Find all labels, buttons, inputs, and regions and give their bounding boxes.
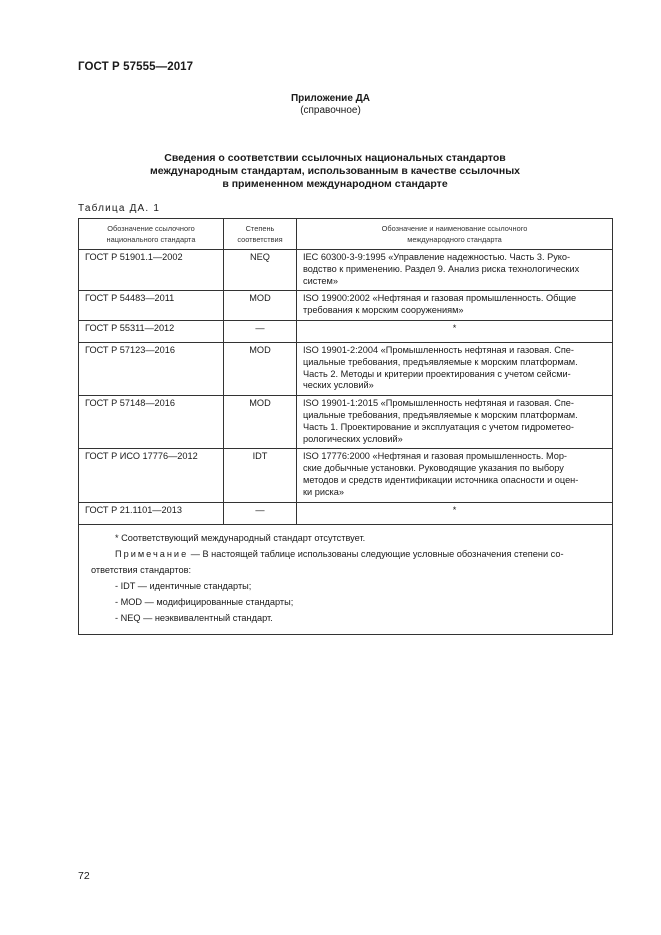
national-standard-cell: ГОСТ Р 21.1101—2013 [79, 502, 224, 524]
section-title [120, 152, 550, 191]
table-row [79, 342, 613, 395]
table-row [79, 320, 613, 342]
table-notes-cell [79, 524, 613, 634]
note [91, 548, 600, 560]
header-text: Обозначение ссылочного [107, 224, 195, 233]
cell-line: рологических условий» [303, 433, 403, 444]
standards-table [78, 218, 613, 635]
note-list-item: - MOD — модифицированные стандарты; [115, 596, 294, 607]
cell-line: циальные требования, предъявляемые к морским платформам. [303, 409, 578, 420]
cell-line: Часть 2. Методы и критерии проектирования с учетом сейсми- [303, 368, 571, 379]
page-number: 72 [78, 870, 90, 882]
degree-cell: MOD [224, 342, 297, 395]
national-standard-cell: ГОСТ Р 57148—2016 [79, 396, 224, 449]
appendix-subtitle: (справочное) [300, 105, 361, 116]
appendix-heading [0, 93, 661, 117]
header-text: международного стандарта [407, 235, 502, 244]
table-caption: Таблица ДА. 1 [78, 203, 161, 214]
international-standard-cell: * [297, 320, 613, 342]
footnote: * Соответствующий международный стандарт отсутствует. [115, 532, 366, 543]
header-text: национального стандарта [106, 235, 196, 244]
cell-line: систем» [303, 275, 338, 286]
table-row [79, 396, 613, 449]
national-standard-cell: ГОСТ Р ИСО 17776—2012 [79, 449, 224, 502]
document-code: ГОСТ Р 57555—2017 [78, 61, 194, 73]
section-title-line: Сведения о соответствии ссылочных национальных стандартов [164, 152, 506, 164]
cell-line: ISO 19900:2002 «Нефтяная и газовая промышленность. Общие [303, 293, 577, 304]
cell-line: ки риска» [303, 486, 344, 497]
cell-line: ISO 19901-2:2004 «Промышленность нефтяная и газовая. Спе- [303, 344, 574, 355]
international-standard-cell [297, 342, 613, 395]
table-row [79, 250, 613, 291]
table-row [79, 291, 613, 321]
note-text-continued: ответствия стандартов: [91, 564, 192, 575]
header-text: Обозначение и наименование ссылочного [381, 224, 528, 233]
degree-cell: MOD [224, 396, 297, 449]
international-standard-cell [297, 250, 613, 291]
appendix-title: Приложение ДА [290, 93, 371, 104]
header-text: соответствия [237, 235, 283, 244]
national-standard-cell: ГОСТ Р 51901.1—2002 [79, 250, 224, 291]
cell-line: ческих условий» [303, 380, 374, 391]
section-title-line: международным стандартам, использованным в качестве ссылочных [149, 165, 520, 177]
degree-cell: — [224, 320, 297, 342]
table-row [79, 502, 613, 524]
cell-line: методов и средств идентификации источника опасности и оцен- [303, 474, 579, 485]
degree-cell: MOD [224, 291, 297, 321]
cell-line: циальные требования, предъявляемые к морским платформам. [303, 356, 578, 367]
cell-line: ISO 17776:2000 «Нефтяная и газовая промышленность. Мор- [303, 451, 567, 462]
national-standard-cell: ГОСТ Р 57123—2016 [79, 342, 224, 395]
table-row [79, 449, 613, 502]
cell-line: ISO 19901-1:2015 «Промышленность нефтяная и газовая. Спе- [303, 398, 574, 409]
note-list-item: - NEQ — неэквивалентный стандарт. [115, 612, 273, 623]
international-standard-cell: * [297, 502, 613, 524]
cell-line: водство к применению. Раздел 9. Анализ риска технологических [303, 263, 580, 274]
degree-cell: NEQ [224, 250, 297, 291]
cell-line: Часть 1. Проектирование и эксплуатация с учетом гидрометео- [303, 421, 574, 432]
degree-cell: IDT [224, 449, 297, 502]
header-text: Степень [245, 224, 275, 233]
international-standard-cell [297, 291, 613, 321]
table-notes-row [79, 524, 613, 634]
note-list-item: - IDT — идентичные стандарты; [115, 580, 252, 591]
header-degree [224, 219, 297, 250]
degree-cell: — [224, 502, 297, 524]
international-standard-cell [297, 396, 613, 449]
cell-line: IEC 60300-3-9:1995 «Управление надежностью. Часть 3. Руко- [303, 252, 571, 262]
header-national-standard [79, 219, 224, 250]
national-standard-cell: ГОСТ Р 54483—2011 [79, 291, 224, 321]
note-label: Примечание [115, 548, 189, 559]
header-international-standard [297, 219, 613, 250]
national-standard-cell: ГОСТ Р 55311—2012 [79, 320, 224, 342]
cell-line: ские добычные установки. Руководящие указания по выбору [303, 463, 564, 474]
cell-line: требования к морским сооружениям» [303, 305, 464, 316]
international-standard-cell [297, 449, 613, 502]
table-header-row [79, 219, 613, 250]
note-text: — В настоящей таблице использованы следующие условные обозначения степени со- [188, 548, 564, 559]
section-title-line: в примененном международном стандарте [222, 178, 448, 190]
